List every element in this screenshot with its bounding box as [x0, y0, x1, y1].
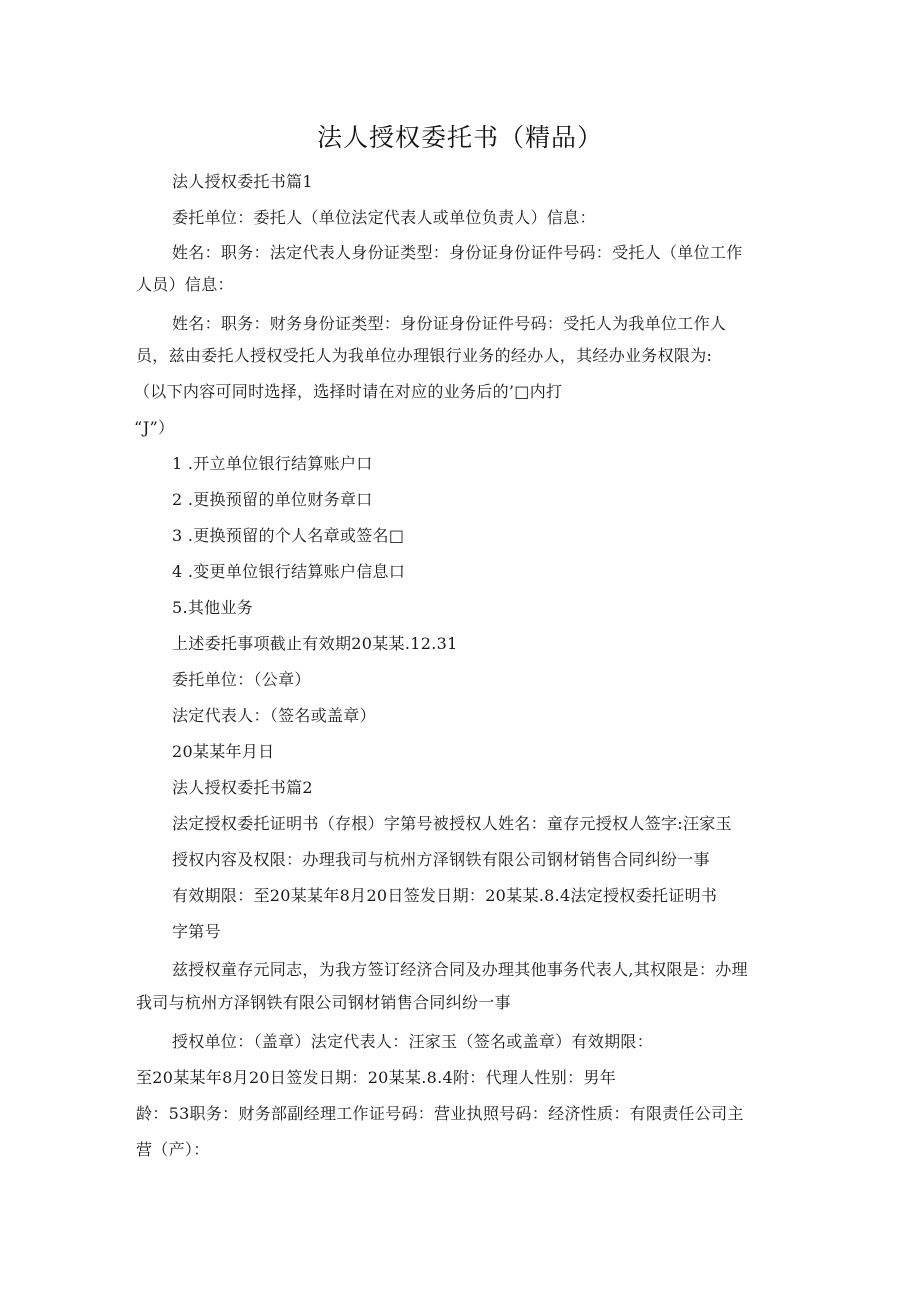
paragraph-line: 字第号	[172, 922, 221, 941]
paragraph-line: 委托单位：委托人（单位法定代表人或单位负责人）信息：	[172, 208, 596, 227]
section-heading-1: 法人授权委托书篇1	[172, 172, 313, 191]
paragraph-line: “J”）	[134, 418, 175, 437]
paragraph-line: 龄：53职务：财务部副经理工作证号码：营业执照号码：经济性质：有限责任公司主	[136, 1104, 744, 1123]
paragraph-line: 授权单位：（盖章）法定代表人：汪家玉（签名或盖章）有效期限：	[172, 1032, 654, 1051]
section-heading-2: 法人授权委托书篇2	[172, 778, 313, 797]
paragraph-line: 营（产）：	[136, 1140, 210, 1159]
list-item: 5.其他业务	[172, 598, 254, 617]
paragraph-line: 人员）信息：	[136, 275, 234, 294]
list-item: 4 .变更单位银行结算账户信息口	[172, 562, 406, 581]
paragraph-line: 有效期限：至20某某年8月20日签发日期：20某某.8.4法定授权委托证明书	[172, 886, 718, 905]
paragraph-line: 兹授权童存元同志，为我方签订经济合同及办理其他事务代表人,其权限是：办理	[172, 960, 748, 979]
list-item: 2 .更换预留的单位财务章口	[172, 490, 373, 509]
paragraph-line: 姓名：职务：法定代表人身份证类型：身份证身份证件号码：受托人（单位工作	[172, 243, 743, 262]
paragraph-line: 至20某某年8月20日签发日期：20某某.8.4附：代理人性别：男年	[136, 1068, 616, 1087]
paragraph-line: 法定授权委托证明书（存根）字第号被授权人姓名：童存元授权人签字:汪家玉	[172, 814, 732, 833]
paragraph-line: 姓名：职务：财务身份证类型：身份证身份证件号码：受托人为我单位工作人	[172, 314, 727, 333]
paragraph-line: 20某某年月日	[172, 742, 275, 761]
paragraph-line: （以下内容可同时选择，选择时请在对应的业务后的’□内打	[134, 382, 563, 401]
list-item: 1 .开立单位银行结算账户口	[172, 454, 373, 473]
paragraph-line: 法定代表人：（签名或盖章）	[172, 706, 376, 725]
paragraph-line: 上述委托事项截止有效期20某某.12.31	[172, 634, 458, 653]
document-title: 法人授权委托书（精品）	[316, 123, 603, 152]
paragraph-line: 委托单位：（公章）	[172, 670, 311, 689]
paragraph-line: 授权内容及权限：办理我司与杭州方泽钢铁有限公司钢材销售合同纠纷一事	[172, 850, 710, 869]
paragraph-line: 我司与杭州方泽钢铁有限公司钢材销售合同纠纷一事	[136, 993, 511, 1012]
list-item: 3 .更换预留的个人名章或签名□	[172, 526, 405, 545]
paragraph-line: 员，兹由委托人授权受托人为我单位办理银行业务的经办人，其经办业务权限为:	[136, 346, 713, 365]
